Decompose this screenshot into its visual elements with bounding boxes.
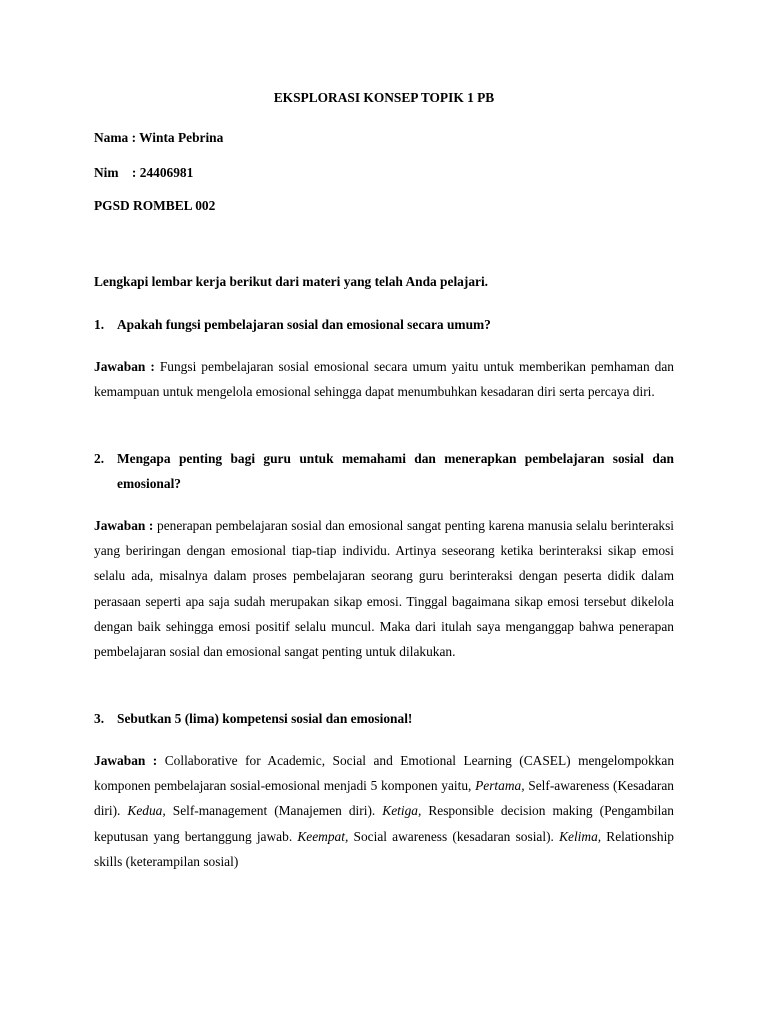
competency-5: Relationship skills (keterampilan sosial) — [94, 828, 674, 869]
document-title: EKSPLORASI KONSEP TOPIK 1 PB — [273, 90, 495, 105]
answer-text: penerapan pembelajaran sosial dan emosional sangat penting karena manusia selalu berinteraksi yang beriringan dengan emosional tiap-tiap individu. Artinya seseorang ketika berinteraksi sikap emosi selalu ada, misalnya dalam proses pembelajaran seorang guru berinteraksi dengan peserta didik dalam perasaan seperti apa saja sudah merupakan sikap emosi. Tinggal bagaimana sikap emosi tersebut dikelola dengan baik sehingga emosi positif selalu muncul. Maka dari itulah saya menganggap bahwa penerapan pembelajaran sosial dan emosional sangat penting untuk dilakukan. — [94, 518, 675, 660]
question-text: Apakah fungsi pembelajaran sosial dan emosional secara umum? — [117, 317, 491, 332]
ordinal-fifth: Kelima, — [559, 828, 602, 844]
student-name: Nama : Winta Pebrina — [94, 130, 224, 145]
answer-label: Jawaban : — [94, 753, 158, 768]
answer-3 — [94, 748, 674, 874]
answer-label: Jawaban : — [94, 359, 155, 374]
competency-2: Self-management (Manajemen diri). — [165, 803, 383, 819]
student-nim: Nim : 24406981 — [94, 165, 194, 180]
question-2 — [94, 446, 674, 496]
competency-1: Self-awareness (Kesadaran diri). — [94, 778, 674, 819]
question-number: 2. — [94, 451, 105, 466]
question-text: Mengapa penting bagi guru untuk memahami dan menerapkan pembelajaran sosial dan emosional? — [117, 451, 674, 491]
answer-2 — [94, 513, 674, 664]
competency-3: Responsible decision making (Pengambilan keputusan yang bertanggung jawab. — [94, 803, 674, 844]
question-text: Sebutkan 5 (lima) kompetensi sosial dan emosional! — [117, 711, 413, 726]
ordinal-fourth: Keempat, — [297, 828, 349, 844]
question-number: 1. — [94, 317, 105, 332]
student-class: PGSD ROMBEL 002 — [94, 198, 216, 213]
answer-1 — [94, 354, 674, 404]
answer-text: Fungsi pembelajaran sosial emosional secara umum yaitu untuk memberikan pemhaman dan kemampuan untuk mengelola emosional sehingga dapat menumbuhkan kesadaran diri serta percaya diri. — [94, 359, 675, 400]
answer-label: Jawaban : — [94, 518, 154, 533]
question-number: 3. — [94, 711, 105, 726]
ordinal-first: Pertama, — [475, 778, 525, 794]
answer-intro: Collaborative for Academic, Social and Emotional Learning (CASEL) mengelompokkan komponen pembelajaran sosial-emosional menjadi 5 komponen yaitu, — [94, 753, 675, 794]
question-3 — [94, 706, 674, 731]
worksheet-instruction: Lengkapi lembar kerja berikut dari materi yang telah Anda pelajari. — [94, 274, 489, 289]
question-1 — [94, 312, 674, 337]
competency-4: Social awareness (kesadaran sosial). — [348, 828, 560, 844]
ordinal-third: Ketiga, — [382, 803, 422, 819]
ordinal-second: Kedua, — [127, 803, 166, 819]
